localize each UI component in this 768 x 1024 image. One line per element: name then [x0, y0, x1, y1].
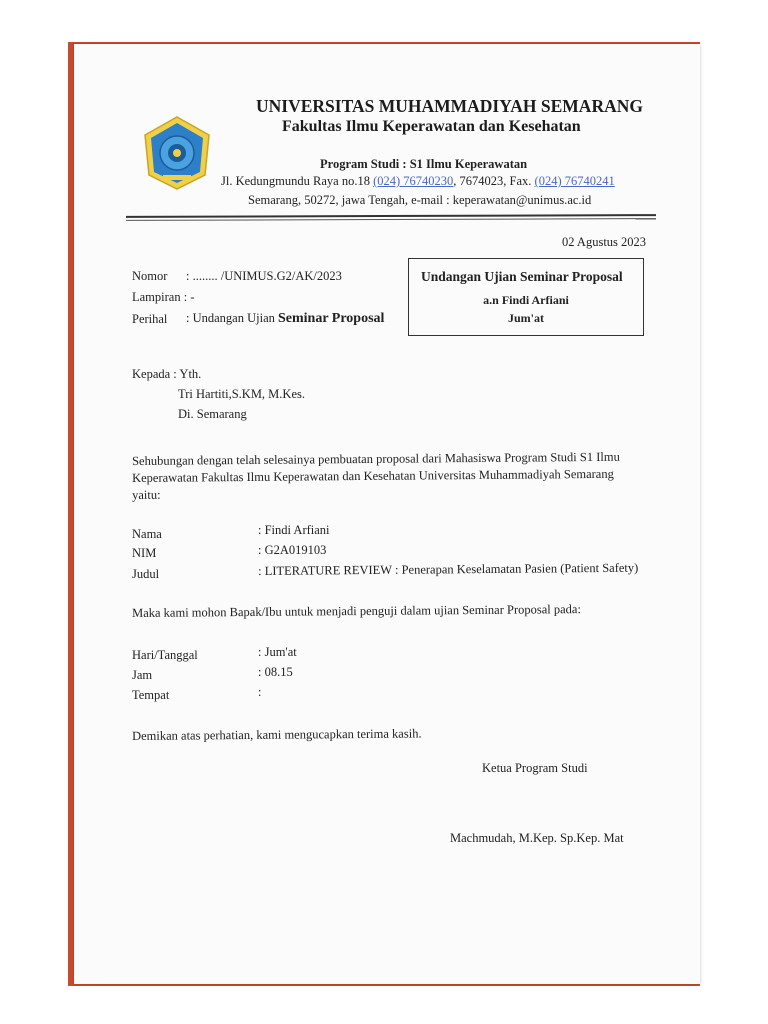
- hari-value: : Jum'at: [258, 645, 297, 659]
- nim-value: : G2A019103: [258, 543, 327, 557]
- fax-link[interactable]: (024) 76740241: [534, 174, 615, 188]
- university-name: UNIVERSITAS MUHAMMADIYAH SEMARANG: [256, 96, 643, 116]
- nama-value: : Findi Arfiani: [258, 523, 330, 537]
- kepada-label: Kepada : Yth.: [132, 367, 202, 381]
- letter-date: 02 Agustus 2023: [562, 235, 647, 249]
- judul-value: : LITERATURE REVIEW : Penerapan Keselamatan Pasien (Patient Safety): [258, 560, 639, 578]
- recipient-city: Di. Semarang: [178, 407, 247, 421]
- address-prefix: Jl. Kedungmundu Raya no.18: [221, 174, 374, 188]
- perihal-value: [186, 311, 384, 327]
- university-logo-icon: [141, 115, 213, 191]
- invitation-box: [408, 258, 644, 336]
- closing-text: Demikan atas perhatian, kami mengucapkan terima kasih.: [132, 726, 422, 743]
- invitation-box-title: Undangan Ujian Seminar Proposal: [421, 269, 623, 284]
- phone-link[interactable]: (024) 76740230: [373, 174, 454, 188]
- intro-line-3: yaitu:: [132, 487, 161, 502]
- lampiran-label: Lampiran : -: [132, 290, 195, 304]
- perihal-emphasis: Seminar Proposal: [278, 311, 385, 326]
- signer-title: Ketua Program Studi: [482, 761, 588, 775]
- intro-line-2: Keperawatan Fakultas Ilmu Keperawatan dan Kesehatan Universitas Muhammadiyah Semarang: [132, 466, 614, 485]
- address-line-2: Semarang, 50272, jawa Tengah, e-mail : keperawatan@unimus.ac.id: [248, 193, 592, 207]
- perihal-label: Perihal: [132, 312, 168, 326]
- hari-label: Hari/Tanggal: [132, 648, 198, 662]
- program-name: Program Studi : S1 Ilmu Keperawatan: [320, 157, 528, 171]
- jam-label: Jam: [132, 668, 153, 682]
- address-mid: , 7674023, Fax.: [453, 174, 535, 188]
- tempat-value: :: [258, 685, 262, 699]
- tempat-label: Tempat: [132, 688, 170, 702]
- nama-label: Nama: [132, 527, 162, 541]
- perihal-text: : Undangan Ujian: [186, 311, 278, 325]
- judul-label: Judul: [132, 567, 160, 581]
- recipient-name: Tri Hartiti,S.KM, M.Kes.: [178, 387, 305, 401]
- nomor-label: Nomor: [132, 269, 168, 283]
- address-line-1: [221, 174, 615, 189]
- invitation-box-day: Jum'at: [508, 311, 544, 325]
- intro-line-1: Sehubungan dengan telah selesainya pembuatan proposal dari Mahasiswa Program Studi S1 Ilmu: [132, 449, 620, 468]
- nomor-value: : ........ /UNIMUS.G2/AK/2023: [186, 269, 342, 283]
- nim-label: NIM: [132, 546, 157, 560]
- signer-name: Machmudah, M.Kep. Sp.Kep. Mat: [450, 831, 624, 845]
- request-text: Maka kami mohon Bapak/Ibu untuk menjadi penguji dalam ujian Seminar Proposal pada:: [132, 602, 581, 620]
- invitation-box-student: a.n Findi Arfiani: [483, 293, 569, 307]
- faculty-name: Fakultas Ilmu Keperawatan dan Kesehatan: [282, 118, 581, 135]
- jam-value: : 08.15: [258, 665, 293, 679]
